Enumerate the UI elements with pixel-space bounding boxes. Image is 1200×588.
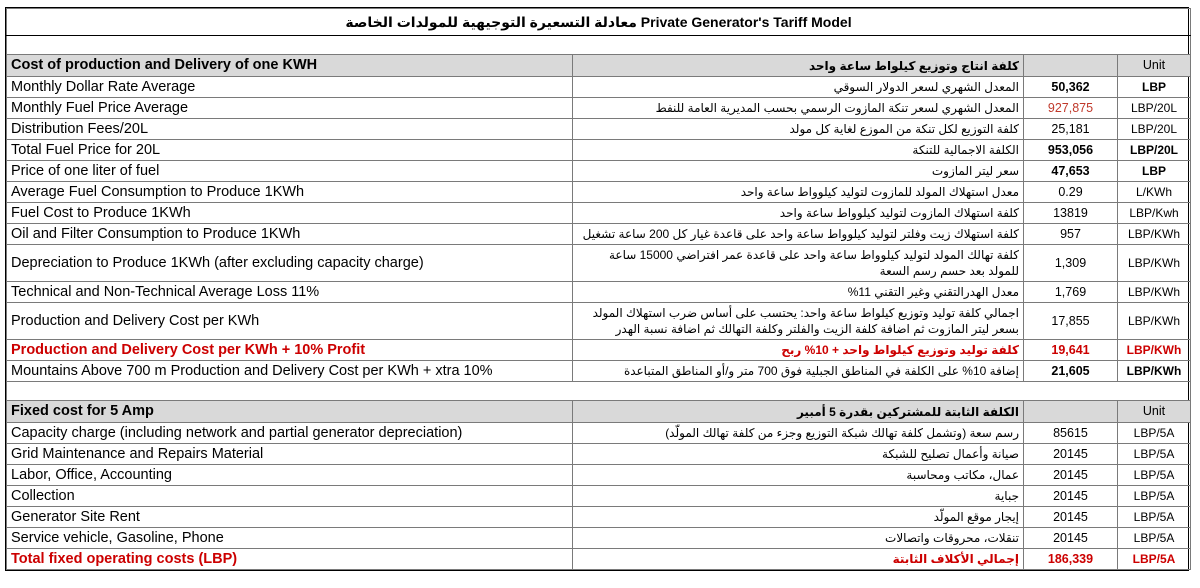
row-label-ar: كلفة تهالك المولد لتوليد كيلوواط ساعة واحد على قاعدة عمر افتراضي 15000 ساعة للمولد بعد حسم رسم السعة [573, 245, 1024, 282]
row-value: 953,056 [1024, 140, 1118, 161]
row-label-en: Labor, Office, Accounting [7, 465, 573, 486]
title-row [7, 9, 1191, 36]
row-value: 85615 [1024, 423, 1118, 444]
row-label-ar: إيجار موقع المولّد [573, 507, 1024, 528]
row-label-ar: معدل الهدرالتقني وغير التقني 11% [573, 282, 1024, 303]
table-row [7, 340, 1191, 361]
row-value: 50,362 [1024, 77, 1118, 98]
row-value: 1,769 [1024, 282, 1118, 303]
row-label-ar: جباية [573, 486, 1024, 507]
row-label-en: Total Fuel Price for 20L [7, 140, 573, 161]
row-label-ar: المعدل الشهري لسعر الدولار السوقي [573, 77, 1024, 98]
table-row [7, 77, 1191, 98]
tariff-table [6, 8, 1191, 570]
table-row [7, 282, 1191, 303]
row-value: 47,653 [1024, 161, 1118, 182]
row-unit: LBP/20L [1118, 140, 1191, 161]
row-value: 21,605 [1024, 361, 1118, 382]
row-unit: LBP/20L [1118, 119, 1191, 140]
row-label-ar: صيانة وأعمال تصليح للشبكة [573, 444, 1024, 465]
row-label-ar: عمال، مكاتب ومحاسبة [573, 465, 1024, 486]
table-row [7, 119, 1191, 140]
row-unit: LBP/5A [1118, 507, 1191, 528]
table-row [7, 140, 1191, 161]
row-unit: LBP/5A [1118, 444, 1191, 465]
table-row [7, 486, 1191, 507]
section2-rows [7, 423, 1191, 570]
row-label-ar: إضافة 10% على الكلفة في المناطق الجبلية فوق 700 متر و/أو المناطق المتباعدة [573, 361, 1024, 382]
section2-header-ar: الكلفة الثابتة للمشتركين بقدرة 5 أمبير [573, 401, 1024, 423]
row-label-en: Depreciation to Produce 1KWh (after excluding capacity charge) [7, 245, 573, 282]
row-label-en: Total fixed operating costs (LBP) [7, 549, 573, 570]
row-label-en: Monthly Dollar Rate Average [7, 77, 573, 98]
row-label-ar: معدل استهلاك المولد للمازوت لتوليد كيلوواط ساعة واحد [573, 182, 1024, 203]
row-unit: LBP/5A [1118, 465, 1191, 486]
row-value: 20145 [1024, 528, 1118, 549]
table-row [7, 465, 1191, 486]
row-label-ar: كلفة استهلاك زيت وفلتر لتوليد كيلوواط ساعة واحد على قاعدة غيار كل 200 ساعة تشغيل [573, 224, 1024, 245]
row-value: 186,339 [1024, 549, 1118, 570]
row-label-ar: المعدل الشهري لسعر تنكة المازوت الرسمي بحسب المديرية العامة للنفط [573, 98, 1024, 119]
row-unit: LBP [1118, 161, 1191, 182]
row-value: 927,875 [1024, 98, 1118, 119]
row-value: 25,181 [1024, 119, 1118, 140]
row-unit: LBP/5A [1118, 549, 1191, 570]
row-label-en: Monthly Fuel Price Average [7, 98, 573, 119]
row-label-ar: تنقلات، محروقات واتصالات [573, 528, 1024, 549]
row-label-ar: إجمالي الأكلاف الثابتة [573, 549, 1024, 570]
row-unit: LBP/KWh [1118, 282, 1191, 303]
row-label-en: Oil and Filter Consumption to Produce 1KWh [7, 224, 573, 245]
row-label-en: Distribution Fees/20L [7, 119, 573, 140]
table-row [7, 507, 1191, 528]
row-label-en: Collection [7, 486, 573, 507]
row-label-en: Production and Delivery Cost per KWh + 10% Profit [7, 340, 573, 361]
row-unit: LBP/Kwh [1118, 203, 1191, 224]
table-row [7, 245, 1191, 282]
row-value: 19,641 [1024, 340, 1118, 361]
row-label-ar: كلفة استهلاك المازوت لتوليد كيلوواط ساعة واحد [573, 203, 1024, 224]
section1-unit-header: Unit [1118, 55, 1191, 77]
section1-rows [7, 77, 1191, 382]
tariff-sheet [5, 7, 1189, 571]
row-value: 13819 [1024, 203, 1118, 224]
section2-header-row [7, 401, 1191, 423]
table-row [7, 182, 1191, 203]
row-label-ar: كلفة توليد وتوزيع كيلواط واحد + 10% ربح [573, 340, 1024, 361]
row-label-en: Service vehicle, Gasoline, Phone [7, 528, 573, 549]
table-row [7, 423, 1191, 444]
row-label-en: Capacity charge (including network and partial generator depreciation) [7, 423, 573, 444]
row-label-en: Generator Site Rent [7, 507, 573, 528]
table-row [7, 549, 1191, 570]
row-label-en: Grid Maintenance and Repairs Material [7, 444, 573, 465]
row-value: 20145 [1024, 465, 1118, 486]
row-label-ar: الكلفة الاجمالية للتنكة [573, 140, 1024, 161]
row-label-en: Technical and Non-Technical Average Loss 11% [7, 282, 573, 303]
table-row [7, 224, 1191, 245]
section1-header-ar: كلفة انتاج وتوزيع كيلواط ساعة واحد [573, 55, 1024, 77]
blank-row [7, 382, 1191, 401]
row-value: 1,309 [1024, 245, 1118, 282]
row-label-ar: اجمالي كلفة توليد وتوزيع كيلواط ساعة واحد: يحتسب على أساس ضرب استهلاك المولد بسعر ليتر المازوت ثم اضافة كلفة الزيت والفلتر وكلفة التهالك ثم اضافة نسبة الهدر [573, 303, 1024, 340]
row-label-ar: كلفة التوزيع لكل تنكة من الموزع لغاية كل مولد [573, 119, 1024, 140]
row-label-en: Production and Delivery Cost per KWh [7, 303, 573, 340]
row-unit: LBP/KWh [1118, 303, 1191, 340]
row-value: 20145 [1024, 444, 1118, 465]
table-row [7, 444, 1191, 465]
row-unit: LBP [1118, 77, 1191, 98]
row-value: 957 [1024, 224, 1118, 245]
row-unit: LBP/5A [1118, 486, 1191, 507]
section1-header-row [7, 55, 1191, 77]
row-unit: LBP/KWh [1118, 245, 1191, 282]
row-value: 20145 [1024, 507, 1118, 528]
row-unit: LBP/5A [1118, 528, 1191, 549]
section2-header-en: Fixed cost for 5 Amp [7, 401, 573, 423]
row-label-ar: رسم سعة (وتشمل كلفة تهالك شبكة التوزيع وجزء من كلفة تهالك المولّد) [573, 423, 1024, 444]
sheet-title: معادلة التسعيرة التوجيهية للمولدات الخاصة Private Generator's Tariff Model [7, 9, 1191, 36]
table-row [7, 303, 1191, 340]
row-label-en: Price of one liter of fuel [7, 161, 573, 182]
row-label-ar: سعر ليتر المازوت [573, 161, 1024, 182]
row-label-en: Fuel Cost to Produce 1KWh [7, 203, 573, 224]
blank-row [7, 36, 1191, 55]
table-row [7, 98, 1191, 119]
table-row [7, 361, 1191, 382]
row-value: 0.29 [1024, 182, 1118, 203]
row-unit: LBP/5A [1118, 423, 1191, 444]
section2-unit-header: Unit [1118, 401, 1191, 423]
section1-header-en: Cost of production and Delivery of one KWH [7, 55, 573, 77]
row-unit: LBP/KWh [1118, 361, 1191, 382]
row-unit: LBP/KWh [1118, 224, 1191, 245]
row-unit: LBP/20L [1118, 98, 1191, 119]
table-row [7, 528, 1191, 549]
row-value: 20145 [1024, 486, 1118, 507]
row-label-en: Mountains Above 700 m Production and Delivery Cost per KWh + xtra 10% [7, 361, 573, 382]
row-unit: L/KWh [1118, 182, 1191, 203]
row-label-en: Average Fuel Consumption to Produce 1KWh [7, 182, 573, 203]
row-unit: LBP/KWh [1118, 340, 1191, 361]
row-value: 17,855 [1024, 303, 1118, 340]
table-row [7, 203, 1191, 224]
table-row [7, 161, 1191, 182]
